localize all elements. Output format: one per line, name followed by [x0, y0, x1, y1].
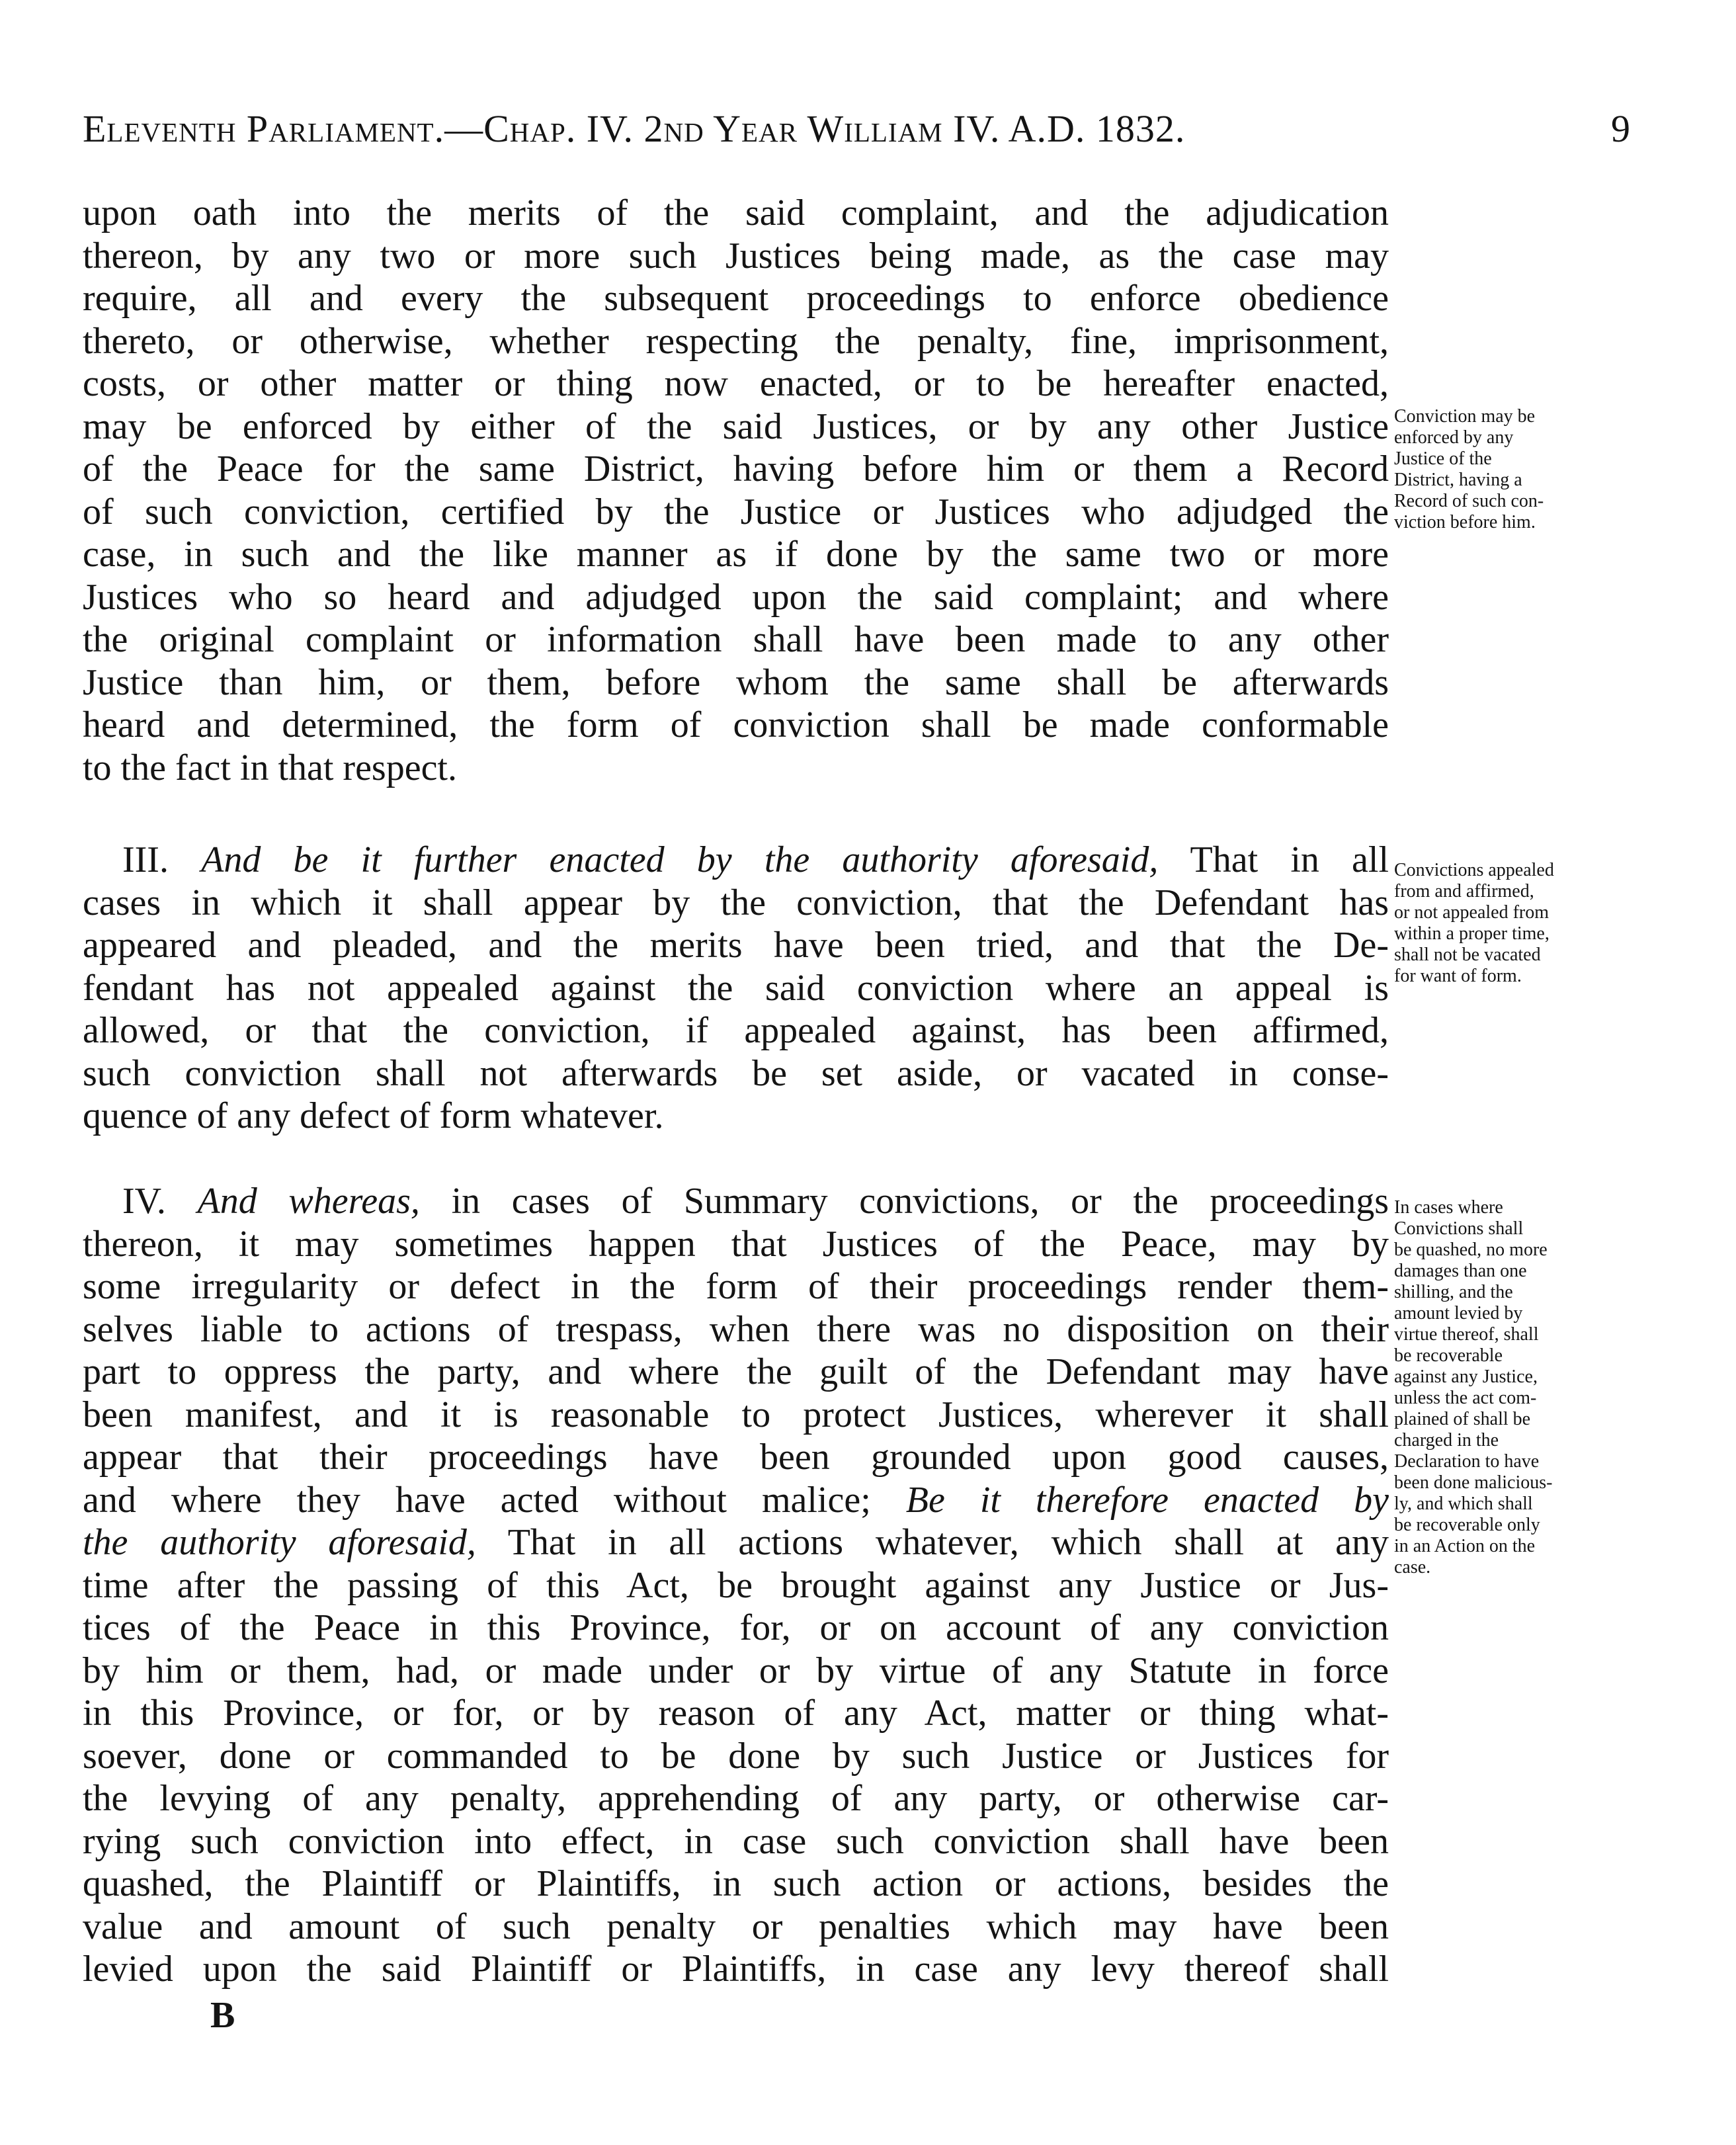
- margin-note-line: against any Justice,: [1394, 1367, 1538, 1387]
- text-line: require, all and every the subsequent proceedings to enforce obedience: [83, 278, 1389, 319]
- margin-note-line: from and affirmed,: [1394, 881, 1534, 902]
- signature-mark: B: [210, 1995, 235, 2036]
- text-line: tices of the Peace in this Province, for, or on account of any conviction: [83, 1607, 1389, 1648]
- text-line: Justices who so heard and adjudged upon the said complaint; and where: [83, 576, 1389, 618]
- text-line: heard and determined, the form of conviction shall be made conformable: [83, 704, 1389, 745]
- text-line: thereon, by any two or more such Justices being made, as the case may: [83, 235, 1389, 276]
- text-line: to the fact in that respect.: [83, 747, 457, 788]
- margin-note-line: Justice of the: [1394, 448, 1492, 469]
- enacting-clause: Be it therefore enacted by: [905, 1479, 1389, 1521]
- section-iv: [83, 1180, 1389, 1991]
- margin-note-line: charged in the: [1394, 1430, 1499, 1451]
- text-line: by him or them, had, or made under or by virtue of any Statute in force: [83, 1650, 1389, 1691]
- paragraph-continued: [83, 192, 1389, 789]
- margin-note-line: Declaration to have: [1394, 1451, 1540, 1472]
- margin-note-line: within a proper time,: [1394, 923, 1550, 944]
- section-iii: [83, 839, 1389, 1138]
- text-line: thereto, or otherwise, whether respecting the penalty, fine, imprisonment,: [83, 320, 1389, 362]
- margin-note-line: shall not be vacated: [1394, 945, 1541, 965]
- margin-note-line: amount levied by: [1394, 1303, 1523, 1324]
- text-line: such conviction shall not afterwards be set aside, or vacated in conse-: [83, 1052, 1389, 1094]
- section-number: IV.: [122, 1181, 166, 1222]
- enacting-line: [83, 1479, 1389, 1522]
- text-line: appeared and pleaded, and the merits have been tried, and that the De-: [83, 925, 1389, 966]
- text-line: upon oath into the merits of the said complaint, and the adjudication: [83, 192, 1389, 233]
- text-fragment: and where they have acted without malice;: [83, 1479, 871, 1521]
- margin-note-line: case.: [1394, 1557, 1431, 1577]
- text-line: the original complaint or information shall have been made to any other: [83, 619, 1389, 660]
- text-line: cases in which it shall appear by the conviction, that the Defendant has: [83, 882, 1389, 923]
- preamble-clause: And whereas,: [197, 1181, 420, 1222]
- text-fragment: in cases of Summary convictions, or the proceedings: [451, 1181, 1389, 1222]
- text-line: some irregularity or defect in the form of their proceedings render them-: [83, 1266, 1389, 1307]
- text-line: the levying of any penalty, apprehending of any party, or otherwise car-: [83, 1778, 1389, 1819]
- margin-note-line: be recoverable only: [1394, 1515, 1540, 1535]
- text-fragment: That in all actions whatever, which shall at any: [507, 1522, 1389, 1563]
- margin-note-line: Record of such con-: [1394, 491, 1544, 511]
- margin-note-line: Conviction may be: [1394, 406, 1536, 427]
- running-header: [83, 106, 1630, 152]
- text-line: been manifest, and it is reasonable to protect Justices, wherever it shall: [83, 1394, 1389, 1435]
- section-iv-first-line: [83, 1180, 1389, 1223]
- text-line: value and amount of such penalty or penalties which may have been: [83, 1906, 1389, 1947]
- text-line: appear that their proceedings have been grounded upon good causes,: [83, 1437, 1389, 1478]
- margin-note-convictions-appealed: [1394, 860, 1672, 987]
- margin-note-line: District, having a: [1394, 470, 1522, 490]
- text-line: in this Province, or for, or by reason of any Act, matter or thing what-: [83, 1693, 1389, 1734]
- text-line: time after the passing of this Act, be brought against any Justice or Jus-: [83, 1564, 1389, 1606]
- margin-note-line: Convictions shall: [1394, 1218, 1524, 1239]
- margin-note-conviction-enforced: [1394, 406, 1672, 533]
- margin-note-line: or not appealed from: [1394, 902, 1550, 923]
- margin-note-quashed-convictions: [1394, 1197, 1672, 1578]
- section-number: III.: [122, 839, 169, 880]
- enacting-clause: And be it further enacted by the authority aforesaid,: [201, 839, 1159, 880]
- text-line: costs, or other matter or thing now enacted, or to be hereafter enacted,: [83, 363, 1389, 404]
- margin-note-line: enforced by any: [1394, 427, 1514, 448]
- margin-note-line: plained of shall be: [1394, 1409, 1531, 1429]
- text-line: of such conviction, certified by the Justice or Justices who adjudged the: [83, 491, 1389, 532]
- margin-note-line: In cases where: [1394, 1197, 1503, 1218]
- text-line: case, in such and the like manner as if done by the same two or more: [83, 534, 1389, 575]
- text-line: thereon, it may sometimes happen that Justices of the Peace, may by: [83, 1223, 1389, 1265]
- margin-note-line: unless the act com-: [1394, 1388, 1537, 1408]
- running-title: Eleventh Parliament.—Chap. IV. 2nd Year William IV. A.D. 1832.: [83, 107, 1186, 150]
- text-line: Justice than him, or them, before whom the same shall be afterwards: [83, 661, 1389, 703]
- margin-note-line: virtue thereof, shall: [1394, 1324, 1539, 1345]
- margin-note-line: for want of form.: [1394, 966, 1522, 986]
- section-iii-first-line: [83, 839, 1389, 882]
- text-line: may be enforced by either of the said Justices, or by any other Justice: [83, 405, 1389, 447]
- text-line: quashed, the Plaintiff or Plaintiffs, in such action or actions, besides the: [83, 1863, 1389, 1904]
- text-line: rying such conviction into effect, in case such conviction shall have been: [83, 1820, 1389, 1862]
- text-line: fendant has not appealed against the said conviction where an appeal is: [83, 967, 1389, 1009]
- margin-note-line: damages than one: [1394, 1261, 1527, 1281]
- text-line: soever, done or commanded to be done by such Justice or Justices for: [83, 1735, 1389, 1777]
- text-line: allowed, or that the conviction, if appealed against, has been affirmed,: [83, 1010, 1389, 1051]
- margin-note-line: been done malicious-: [1394, 1472, 1553, 1493]
- text-line: quence of any defect of form whatever.: [83, 1095, 664, 1136]
- text-fragment: That in all: [1190, 839, 1389, 880]
- authority-line: [83, 1521, 1389, 1564]
- text-line: of the Peace for the same District, having before him or them a Record: [83, 448, 1389, 489]
- margin-note-line: shilling, and the: [1394, 1282, 1513, 1302]
- text-line: part to oppress the party, and where the guilt of the Defendant may have: [83, 1351, 1389, 1392]
- text-line: levied upon the said Plaintiff or Plaintiffs, in case any levy thereof shall: [83, 1949, 1389, 1990]
- margin-note-line: be recoverable: [1394, 1345, 1503, 1366]
- page-number: 9: [1611, 107, 1630, 150]
- margin-note-line: be quashed, no more: [1394, 1240, 1548, 1260]
- margin-note-line: viction before him.: [1394, 512, 1536, 532]
- margin-note-line: Convictions appealed: [1394, 860, 1554, 880]
- text-line: selves liable to actions of trespass, when there was no disposition on their: [83, 1308, 1389, 1350]
- authority-clause: the authority aforesaid,: [83, 1522, 476, 1563]
- margin-note-line: in an Action on the: [1394, 1536, 1536, 1556]
- margin-note-line: ly, and which shall: [1394, 1493, 1533, 1514]
